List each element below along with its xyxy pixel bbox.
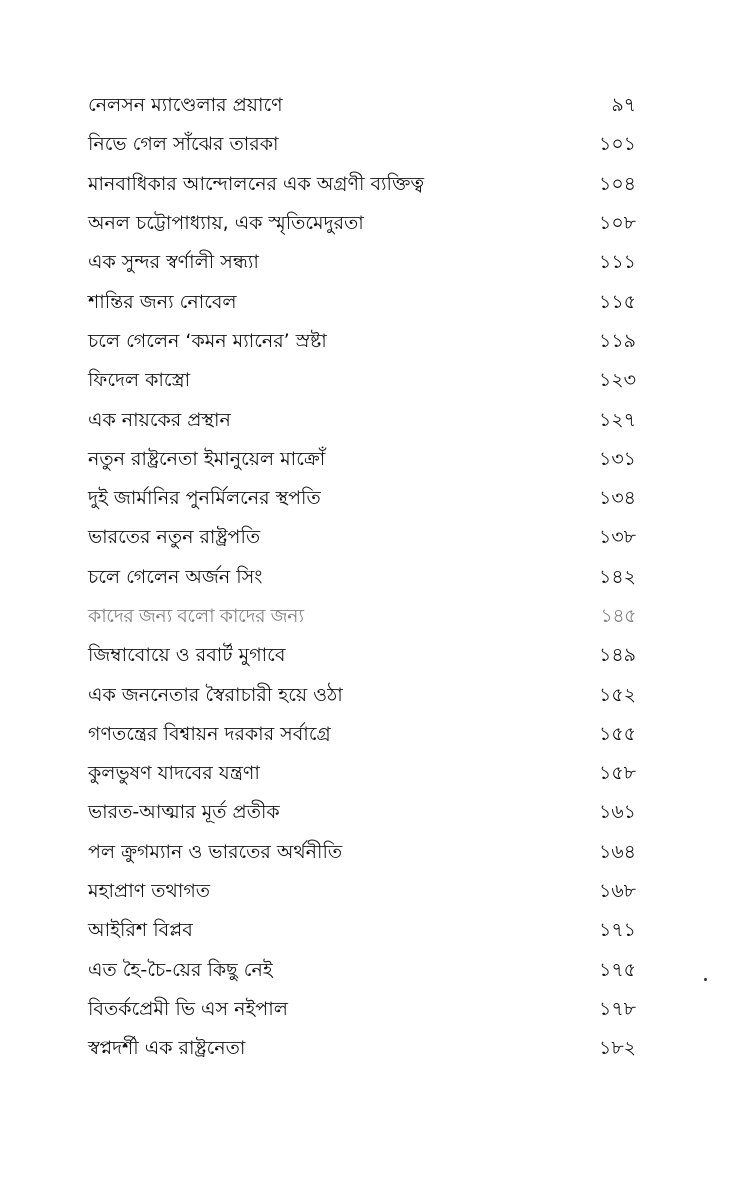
toc-entry [88,400,636,439]
toc-entry-page: ১২৭ [598,408,636,431]
toc-entry-title: কুলভুষণ যাদবের যন্ত্রণা [88,762,260,785]
toc-entry-page: ১৪৯ [599,644,636,667]
toc-entry-page: ১৬১ [598,801,636,824]
toc-entry [88,754,636,793]
toc-entry-title: ফিদেল কাস্ত্রো [88,369,191,392]
toc-entry-page: ১৬৮ [598,880,636,903]
toc-entry [88,597,636,636]
toc-entry [88,204,636,243]
toc-entry-title: নতুন রাষ্ট্রনেতা ইমানুয়েল মাক্রোঁ [88,447,326,470]
toc-entry [88,793,636,832]
toc-entry-title: অনল চট্টোপাধ্যায়, এক স্মৃতিমেদুরতা [88,212,364,235]
toc-entry-title: চলে গেলেন ‘কমন ম্যানের’ স্রষ্টা [88,329,327,352]
toc-entry-title: নিভে গেল সাঁঝের তারকা [88,133,279,156]
toc-entry-page: ১১১ [599,251,636,274]
toc-entry-page: ১৫৮ [599,762,636,785]
toc-entry [88,440,636,479]
toc-entry-page: ১৩৪ [598,487,636,510]
toc-entry-title: মানবাধিকার আন্দোলনের এক অগ্রণী ব্যক্তিত্ব [88,172,424,195]
toc-entry-page: ১১৫ [599,290,636,313]
toc-entry-title: এক জননেতার স্বৈরাচারী হয়ে ওঠা [88,683,343,706]
toc-entry-page: ১৩৮ [598,526,636,549]
toc-entry [88,322,636,361]
toc-entry [88,872,636,911]
toc-entry [88,951,636,990]
toc-entry-page: ১৪৫ [600,605,636,627]
toc-entry [88,518,636,557]
toc-entry-page: ১৬৪ [598,840,636,863]
toc-entry-title: স্বপ্নদর্শী এক রাষ্ট্রনেতা [88,1037,246,1060]
toc-entry [88,282,636,321]
toc-entry-page: ১২৩ [598,369,636,392]
toc-entry-page: ১১৯ [599,329,636,352]
toc-entry-title: জিম্বাবোয়ে ও রবার্ট মুগাবে [88,644,286,667]
toc-entry [88,361,636,400]
toc-entry-page: ১০৪ [598,172,636,195]
paper-speck [704,978,707,981]
toc-entry-title: আইরিশ বিপ্লব [88,919,193,942]
toc-entry-page: ১৩১ [598,447,636,470]
toc-entry-title: বিতর্কপ্রেমী ভি এস নইপাল [88,997,288,1020]
table-of-contents [88,86,636,1068]
toc-entry [88,558,636,597]
toc-entry [88,833,636,872]
toc-entry [88,243,636,282]
toc-entry [88,636,636,675]
toc-entry-title: কাদের জন্য বলো কাদের জন্য [88,605,304,627]
toc-entry [88,1029,636,1068]
toc-entry [88,990,636,1029]
toc-entry [88,675,636,714]
toc-entry-page: ১৭১ [598,919,636,942]
toc-entry [88,715,636,754]
toc-entry-title: এক সুন্দর স্বর্ণালী সন্ধ্যা [88,251,259,274]
toc-entry-page: ৯৭ [611,94,636,117]
toc-entry-page: ১০১ [598,133,636,156]
toc-entry-title: শান্তির জন্য নোবেল [88,290,237,313]
toc-entry-page: ১৫৫ [599,722,636,745]
toc-entry-page: ১৮২ [598,1037,636,1060]
toc-entry-page: ১৭৮ [598,997,636,1020]
toc-entry-title: এক নায়কের প্রস্থান [88,408,231,431]
toc-entry-page: ১৫২ [598,683,636,706]
toc-entry-title: পল ক্রুগম্যান ও ভারতের অর্থনীতি [88,840,343,863]
toc-entry-page: ১৪২ [598,565,636,588]
toc-entry [88,479,636,518]
toc-entry-title: এত হৈ-চৈ-য়ের কিছু নেই [88,958,273,981]
toc-entry-page: ১৭৫ [598,958,636,981]
toc-entry-title: নেলসন ম্যাণ্ডেলার প্রয়াণে [88,94,283,117]
toc-entry-page: ১০৮ [598,212,636,235]
toc-entry-title: ভারত-আত্মার মূর্ত প্রতীক [88,801,280,824]
toc-entry [88,165,636,204]
toc-entry [88,125,636,164]
toc-entry-title: ভারতের নতুন রাষ্ট্রপতি [88,526,261,549]
toc-entry-title: দুই জার্মানির পুনর্মিলনের স্থপতি [88,487,321,510]
toc-entry-title: মহাপ্রাণ তথাগত [88,880,211,903]
toc-entry [88,86,636,125]
toc-entry [88,911,636,950]
toc-entry-title: চলে গেলেন অর্জন সিং [88,565,263,588]
toc-entry-title: গণতন্ত্রের বিশ্বায়ন দরকার সর্বাগ্রে [88,722,331,745]
